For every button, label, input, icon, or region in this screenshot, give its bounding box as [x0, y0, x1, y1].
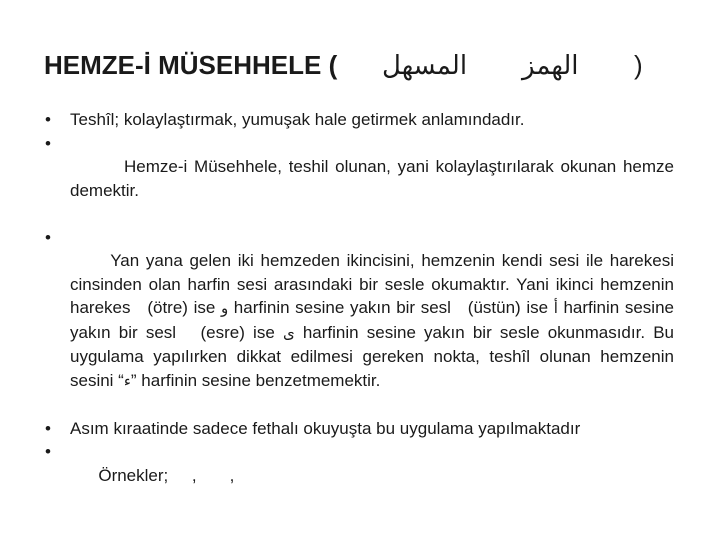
bullet-text: Teshîl; kolaylaştırmak, yumuşak hale getirmek anlamındadır. [70, 110, 525, 129]
title-text: HEMZE-İ MÜSEHHELE ( [44, 50, 338, 80]
bullet-text: Asım kıraatinde sadece fethalı okuyuşta bu uygulama yapılmaktadır [70, 418, 581, 438]
bullet-item-reading-rule [44, 226, 679, 417]
bullet-text-part: ” harfinin sesine benzetmemektir. [130, 370, 381, 390]
title-arabic-musahhal: المسهل [382, 50, 468, 80]
bullet-item-examples [44, 440, 674, 511]
bullet-text-part: harfinin sesine yakın bir sesle okunmasıdır. Bu uygulama yapılırken dikkat edilmesi gereken nokta, teshîl olunan hemzenin sesini “ [70, 322, 679, 390]
slide-title [44, 44, 684, 88]
title-close-paren: ) [634, 50, 643, 80]
bullet-text-part: harfinin sesine yakın bir sesl (esre) ise [70, 298, 679, 342]
bullet-text: Hemze-i Müsehhele, teshil olunan, yani kolaylaştırılarak okunan hemze demektir. [70, 157, 679, 200]
arabic-letter-alif-hamza: أ [553, 299, 558, 317]
bullet-text-part: Yan yana gelen iki hemzeden ikincisini, hemzenin kendi sesi ile harekesi cinsinden olan harfin sesi arasındaki bir sesle okumaktır. Yani ikinci hemzenin harekes (ötre) ise [70, 251, 679, 317]
bullet-item-teshil-definition [44, 108, 674, 132]
bullet-item-asim-reading [44, 417, 674, 441]
bullet-list [44, 108, 679, 511]
bullet-item-hemze-definition [44, 132, 679, 226]
bullet-text: Örnekler; , , [98, 465, 235, 485]
arabic-letter-ya: ى [282, 323, 295, 342]
arabic-letter-hamza: ء [123, 371, 131, 390]
title-arabic-hamz: الهمز [522, 50, 579, 80]
bullet-text-part: harfinin sesine yakın bir sesl (üstün) ise [228, 298, 554, 317]
arabic-letter-waw: و [220, 299, 229, 317]
